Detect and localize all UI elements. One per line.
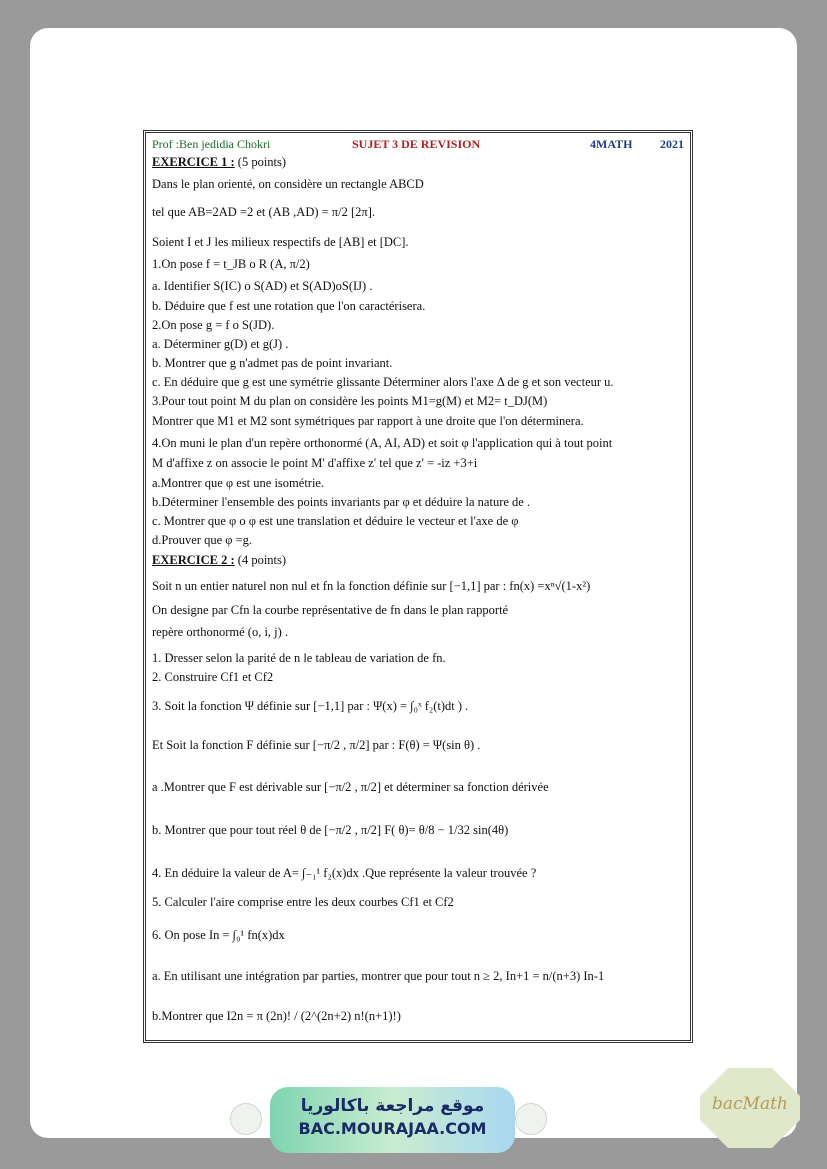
footer-arabic-title: موقع مراجعة باكالوريا [300, 1096, 485, 1116]
ex1-line: 4.On muni le plan d'un repère orthonormé (A, AI, AD) et soit φ l'application qui à tout point [152, 436, 613, 450]
ex2-line: 3. Soit la fonction Ψ définie sur [−1,1] par : Ψ(x) = ∫₀ˣ f₂(t)dt ) . [152, 699, 469, 713]
ex2-line: 5. Calculer l'aire comprise entre les deux courbes Cf1 et Cf2 [152, 895, 454, 909]
ex1-line: b. Déduire que f est une rotation que l'on caractérisera. [152, 299, 426, 313]
ex1-line: a. Identifier S(IC) o S(AD) et S(AD)oS(IJ) . [152, 279, 373, 293]
footer-site-link[interactable]: BAC.MOURAJAA.COM [298, 1119, 487, 1138]
ex1-line: Montrer que M1 et M2 sont symétriques par rapport à une droite que l'on déterminera. [152, 414, 584, 428]
ex1-line: c. Montrer que φ o φ est une translation et déduire le vecteur et l'axe de φ [152, 514, 519, 528]
ex2-line: 2. Construire Cf1 et Cf2 [152, 670, 274, 684]
ex1-line: b.Déterminer l'ensemble des points invariants par φ et déduire la nature de . [152, 495, 531, 509]
ex1-line: Dans le plan orienté, on considère un rectangle ABCD [152, 177, 424, 191]
ex2-line: 6. On pose In = ∫₀¹ fn(x)dx [152, 928, 285, 942]
teacher-name: Prof :Ben jedidia Chokri [152, 137, 271, 151]
site-logo-icon [230, 1103, 262, 1135]
ex1-line: 2.On pose g = f o S(JD). [152, 318, 275, 332]
exam-document [143, 130, 693, 1043]
ex2-line: b.Montrer que I2n = π (2n)! / (2^(2n+2) n!(n+1)!) [152, 1009, 401, 1023]
bacmath-logo [698, 1066, 802, 1150]
ex2-line: Soit n un entier naturel non nul et fn la fonction définie sur [−1,1] par : fn(x) =xⁿ√(1-x²) [152, 579, 591, 593]
ex1-line: c. En déduire que g est une symétrie glissante Déterminer alors l'axe Δ de g et son vecteur u. [152, 375, 614, 389]
exam-year: 2021 [660, 137, 684, 151]
ex2-line: Et Soit la fonction F définie sur [−π/2 , π/2] par : F(θ) = Ψ(sin θ) . [152, 738, 481, 752]
ex2-line: 1. Dresser selon la parité de n le tableau de variation de fn. [152, 651, 446, 665]
ex1-line: tel que AB=2AD =2 et (AB ,AD) = π/2 [2π]. [152, 205, 375, 219]
ex2-line: b. Montrer que pour tout réel θ de [−π/2 , π/2] F( θ)= θ/8 − 1/32 sin(4θ) [152, 823, 509, 837]
exercise-1-title: EXERCICE 1 : (5 points) [152, 155, 287, 169]
ex1-line: M d'affixe z on associe le point M' d'affixe z' tel que z' = -iz +3+i [152, 456, 478, 470]
brand-label: bacMath [712, 1094, 788, 1114]
ex1-line: a. Déterminer g(D) et g(J) . [152, 337, 289, 351]
ex2-line: 4. En déduire la valeur de A= ∫₋₁¹ f₂(x)dx .Que représente la valeur trouvée ? [152, 866, 537, 880]
ex2-line: a. En utilisant une intégration par parties, montrer que pour tout n ≥ 2, In+1 = n/(n+3) In-1 [152, 969, 605, 983]
ex1-line: 1.On pose f = t_JB o R (A, π/2) [152, 257, 310, 271]
ex2-line: a .Montrer que F est dérivable sur [−π/2 , π/2] et déterminer sa fonction dérivée [152, 780, 549, 794]
ex1-line: b. Montrer que g n'admet pas de point invariant. [152, 356, 393, 370]
class-level: 4MATH [590, 137, 633, 151]
site-logo-icon [515, 1103, 547, 1135]
subject-title: SUJET 3 DE REVISION [352, 137, 481, 151]
ex1-line: d.Prouver que φ =g. [152, 533, 253, 547]
ex1-line: 3.Pour tout point M du plan on considère les points M1=g(M) et M2= t_DJ(M) [152, 394, 548, 408]
ex2-line: repère orthonormé (o, i, j) . [152, 625, 289, 639]
footer-banner[interactable] [270, 1087, 515, 1153]
ex2-line: On designe par Cfn la courbe représentative de fn dans le plan rapporté [152, 603, 509, 617]
ex1-line: Soient I et J les milieux respectifs de [AB] et [DC]. [152, 235, 409, 249]
ex1-line: a.Montrer que φ est une isométrie. [152, 476, 325, 490]
document-header [152, 137, 688, 152]
exercise-2-title: EXERCICE 2 : (4 points) [152, 553, 287, 567]
